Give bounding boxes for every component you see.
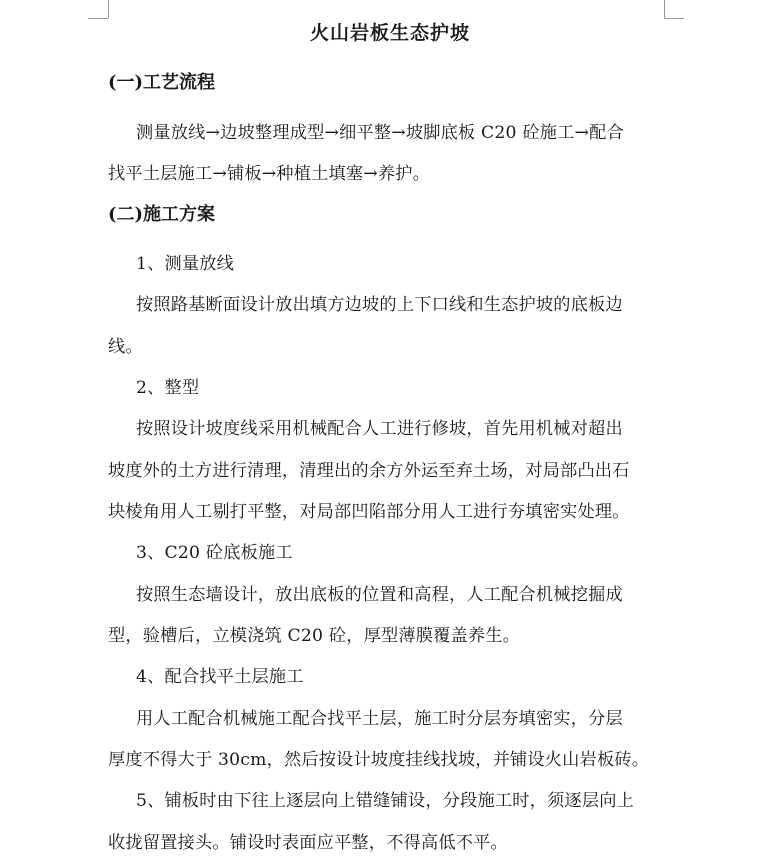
survey-line-2: 线。 — [108, 337, 143, 357]
process-line-1: 测量放线→边坡整理成型→细平整→坡脚底板 C20 砼施工→配合 — [136, 123, 624, 143]
section-heading-plan: (二)施工方案 — [108, 204, 216, 225]
section-heading-process: (一)工艺流程 — [108, 72, 216, 93]
shaping-line-3: 块棱角用人工剔打平整，对局部凹陷部分用人工进行夯填密实处理。 — [108, 502, 630, 522]
shaping-line-2: 坡度外的土方进行清理，清理出的余方外运至弃土场，对局部凸出石 — [108, 461, 630, 481]
base-slab-line-1: 按照生态墙设计，放出底板的位置和高程，人工配合机械挖掘成 — [136, 585, 623, 605]
shaping-line-1: 按照设计坡度线采用机械配合人工进行修坡，首先用机械对超出 — [136, 419, 623, 439]
paving-line-1: 5、铺板时由下往上逐层向上错缝铺设，分段施工时，须逐层向上 — [136, 791, 634, 811]
process-line-2: 找平土层施工→铺板→种植土填塞→养护。 — [108, 164, 431, 184]
leveling-line-1: 用人工配合机械施工配合找平土层，施工时分层夯填密实，分层 — [136, 709, 623, 729]
item-label-survey: 1、测量放线 — [136, 254, 235, 274]
item-label-shaping: 2、整型 — [136, 378, 200, 398]
base-slab-line-2: 型，验槽后，立模浇筑 C20 砼，厚型薄膜覆盖养生。 — [108, 626, 521, 646]
survey-line-1: 按照路基断面设计放出填方边坡的上下口线和生态护坡的底板边 — [136, 295, 623, 315]
document-title: 火山岩板生态护坡 — [309, 22, 470, 44]
paving-line-2: 收拢留置接头。铺设时表面应平整，不得高低不平。 — [108, 833, 508, 853]
item-label-leveling: 4、配合找平土层施工 — [136, 667, 304, 687]
leveling-line-2: 厚度不得大于 30cm，然后按设计坡度挂线找坡，并铺设火山岩板砖。 — [108, 750, 650, 770]
item-label-base-slab: 3、C20 砼底板施工 — [136, 543, 293, 563]
